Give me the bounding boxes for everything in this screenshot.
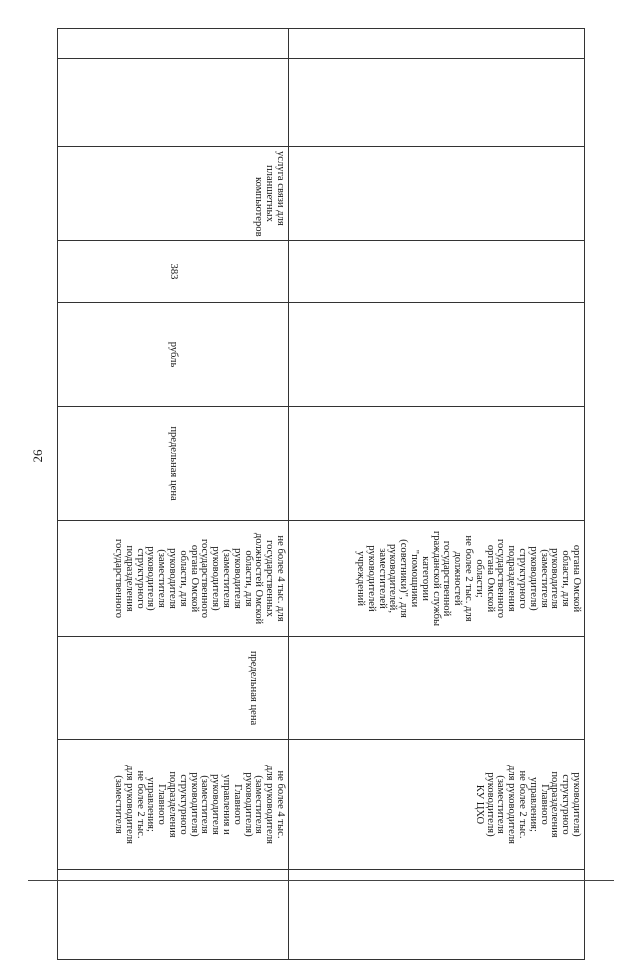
cell-code: 383 [58, 241, 289, 303]
cell-empty [58, 29, 289, 59]
cell-service [289, 147, 585, 241]
cell-price-type-a: предельная цена [58, 407, 289, 521]
price-table [57, 28, 585, 960]
cell-code [289, 241, 585, 303]
page-number: 26 [30, 449, 45, 463]
table-row [58, 29, 289, 960]
footer-divider [28, 880, 614, 881]
rotated-table [58, 28, 585, 869]
table-sheet [58, 28, 585, 869]
cell-empty [58, 870, 289, 960]
cell-unit [289, 303, 585, 407]
cell-service: услуга связи для планшетных компьютеров [58, 147, 289, 241]
cell-price-type-b: предельная цена [58, 637, 289, 740]
cell-limit-a: органа Омской области, для руководителя (заместителя руководителя) структурного подразделения государственного органа Омской области; не более 2 тыс. для должностей государственной гражданской службы категории "помощники (советники)", для руководителей, заместителей руководителей учреждений [289, 521, 585, 637]
cell-empty [289, 870, 585, 960]
cell-empty [289, 29, 585, 59]
cell-price-type-b [289, 637, 585, 740]
cell-limit-b: не более 4 тыс. для руководителя (заместителя руководителя) Главного управления и руководителя (заместителя руководителя) структурного подразделения Главного управления; не более 2 тыс. для руководителя (заместителя [58, 740, 289, 870]
table-row [289, 29, 585, 960]
cell-empty [58, 59, 289, 147]
cell-unit: рубль [58, 303, 289, 407]
cell-empty [289, 59, 585, 147]
cell-price-type-a [289, 407, 585, 521]
cell-limit-a: не более 4 тыс. для государственных должностей Омской области, для руководителя (заместителя руководителя) государственного органа Омской области, для руководителя (заместителя руководителя) структурного подразделения государственного [58, 521, 289, 637]
cell-limit-b: руководителя) структурного подразделения Главного управления; не более 2 тыс. для руководителя (заместителя руководителя) КУ ЦХО [289, 740, 585, 870]
